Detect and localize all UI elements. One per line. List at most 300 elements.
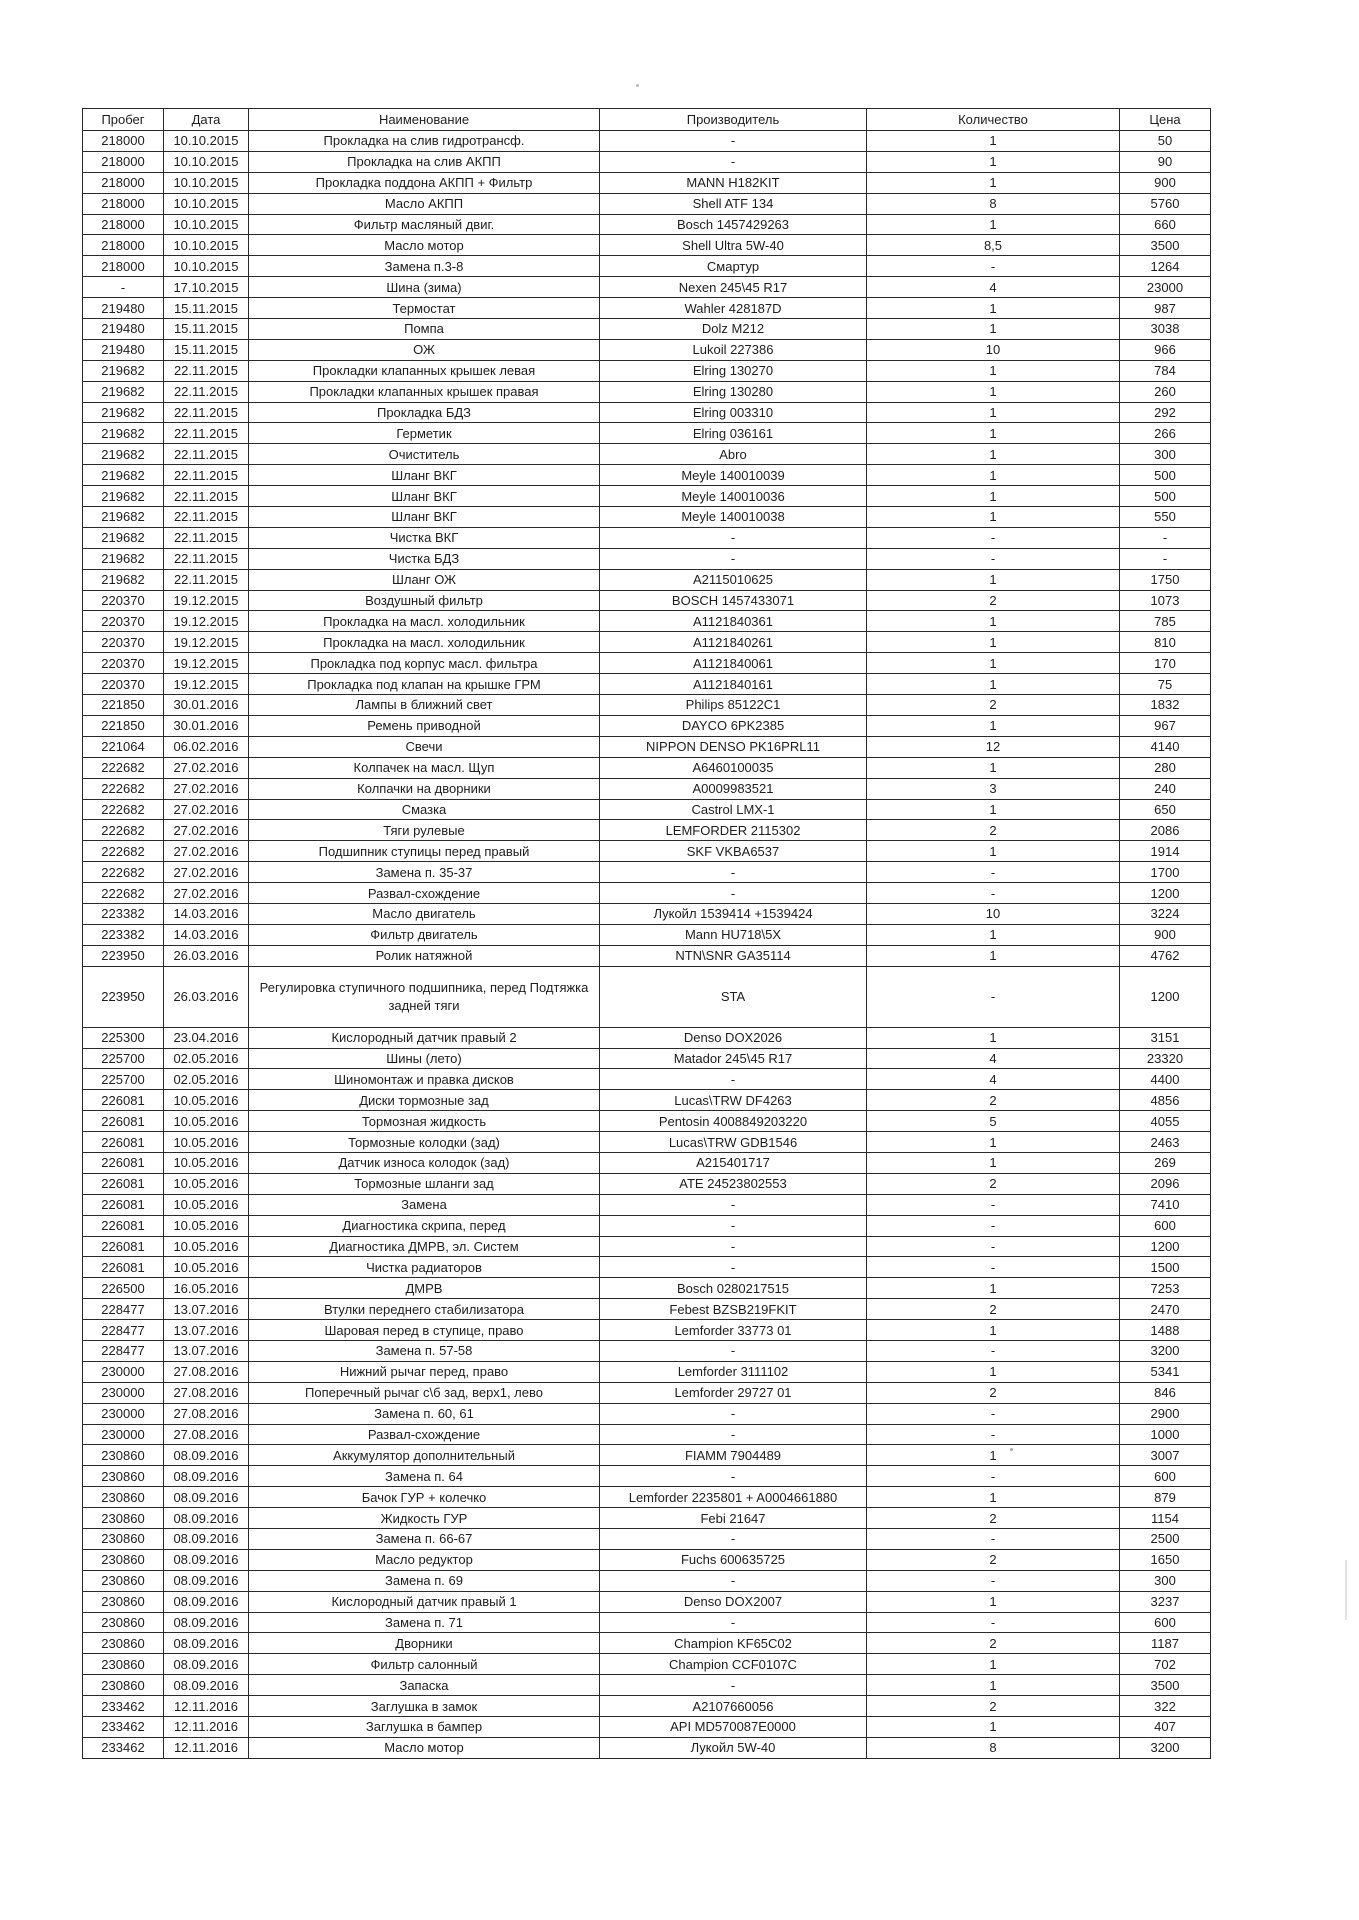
cell-date: 27.02.2016 — [164, 820, 249, 841]
cell-manufacturer: A0009983521 — [600, 778, 867, 799]
table-row — [83, 736, 1211, 757]
cell-date: 19.12.2015 — [164, 674, 249, 695]
cell-name: Масло мотор — [249, 235, 600, 256]
cell-name: Датчик износа колодок (зад) — [249, 1152, 600, 1173]
cell-mileage: 230860 — [83, 1591, 164, 1612]
cell-date: 19.12.2015 — [164, 632, 249, 653]
cell-price: 90 — [1120, 151, 1211, 172]
cell-date: 10.10.2015 — [164, 193, 249, 214]
table-row — [83, 653, 1211, 674]
cell-manufacturer: - — [600, 1612, 867, 1633]
cell-date: 15.11.2015 — [164, 319, 249, 340]
cell-quantity: 1 — [867, 465, 1120, 486]
cell-mileage: 219480 — [83, 298, 164, 319]
cell-quantity: - — [867, 1340, 1120, 1361]
cell-manufacturer: Elring 130270 — [600, 360, 867, 381]
cell-manufacturer: Смартур — [600, 256, 867, 277]
cell-mileage: 218000 — [83, 235, 164, 256]
table-row — [83, 1675, 1211, 1696]
cell-price: 23320 — [1120, 1048, 1211, 1069]
cell-date: 22.11.2015 — [164, 402, 249, 423]
cell-price: 292 — [1120, 402, 1211, 423]
cell-manufacturer: Elring 130280 — [600, 381, 867, 402]
cell-price: 3500 — [1120, 235, 1211, 256]
cell-date: 19.12.2015 — [164, 590, 249, 611]
cell-quantity: 1 — [867, 1717, 1120, 1738]
table-row — [83, 1027, 1211, 1048]
cell-date: 13.07.2016 — [164, 1340, 249, 1361]
cell-manufacturer: Champion CCF0107C — [600, 1654, 867, 1675]
cell-quantity: 1 — [867, 1278, 1120, 1299]
table-row — [83, 1111, 1211, 1132]
cell-price: 300 — [1120, 444, 1211, 465]
cell-mileage: 226081 — [83, 1152, 164, 1173]
cell-name: Развал-схождение — [249, 1424, 600, 1445]
cell-price: 1200 — [1120, 1236, 1211, 1257]
cell-manufacturer: LEMFORDER 2115302 — [600, 820, 867, 841]
cell-price: 1488 — [1120, 1320, 1211, 1341]
cell-date: 22.11.2015 — [164, 444, 249, 465]
table-row — [83, 1340, 1211, 1361]
cell-mileage: 230860 — [83, 1508, 164, 1529]
cell-price: 300 — [1120, 1570, 1211, 1591]
cell-manufacturer: Wahler 428187D — [600, 298, 867, 319]
cell-quantity: 1 — [867, 151, 1120, 172]
cell-quantity: 4 — [867, 1069, 1120, 1090]
cell-manufacturer: Dolz M212 — [600, 319, 867, 340]
cell-manufacturer: - — [600, 1069, 867, 1090]
cell-date: 06.02.2016 — [164, 736, 249, 757]
cell-mileage: 230860 — [83, 1445, 164, 1466]
table-row — [83, 1612, 1211, 1633]
cell-manufacturer: Febi 21647 — [600, 1508, 867, 1529]
table-row — [83, 1508, 1211, 1529]
cell-quantity: - — [867, 1570, 1120, 1591]
cell-quantity: 1 — [867, 1487, 1120, 1508]
cell-manufacturer: Matador 245\45 R17 — [600, 1048, 867, 1069]
cell-mileage: 221850 — [83, 715, 164, 736]
cell-mileage: 226500 — [83, 1278, 164, 1299]
cell-name: Заглушка в бампер — [249, 1717, 600, 1738]
cell-manufacturer: - — [600, 1236, 867, 1257]
cell-price: 5341 — [1120, 1361, 1211, 1382]
cell-date: 30.01.2016 — [164, 695, 249, 716]
cell-manufacturer: - — [600, 1403, 867, 1424]
cell-mileage: 230000 — [83, 1382, 164, 1403]
cell-manufacturer: Denso DOX2026 — [600, 1027, 867, 1048]
cell-price: 1000 — [1120, 1424, 1211, 1445]
table-row — [83, 799, 1211, 820]
cell-date: 27.08.2016 — [164, 1424, 249, 1445]
cell-quantity: 10 — [867, 339, 1120, 360]
cell-mileage: 230860 — [83, 1487, 164, 1508]
cell-price: 702 — [1120, 1654, 1211, 1675]
cell-quantity: 2 — [867, 1382, 1120, 1403]
cell-price: 4140 — [1120, 736, 1211, 757]
cell-name: Прокладка под клапан на крышке ГРМ — [249, 674, 600, 695]
cell-price: 240 — [1120, 778, 1211, 799]
table-row — [83, 1132, 1211, 1153]
cell-date: 10.05.2016 — [164, 1257, 249, 1278]
cell-price: 322 — [1120, 1696, 1211, 1717]
header-row — [83, 109, 1211, 131]
cell-date: 08.09.2016 — [164, 1633, 249, 1654]
table-row — [83, 1570, 1211, 1591]
cell-name: Тормозная жидкость — [249, 1111, 600, 1132]
cell-mileage: 220370 — [83, 674, 164, 695]
cell-name: Замена п. 35-37 — [249, 862, 600, 883]
cell-price: 1914 — [1120, 841, 1211, 862]
cell-date: 22.11.2015 — [164, 527, 249, 548]
table-row — [83, 883, 1211, 904]
table-row — [83, 695, 1211, 716]
table-row — [83, 1194, 1211, 1215]
cell-manufacturer: MANN H182KIT — [600, 172, 867, 193]
cell-price: 3500 — [1120, 1675, 1211, 1696]
cell-date: 10.05.2016 — [164, 1236, 249, 1257]
cell-manufacturer: - — [600, 1257, 867, 1278]
cell-name: Свечи — [249, 736, 600, 757]
cell-price: 1650 — [1120, 1549, 1211, 1570]
cell-date: 22.11.2015 — [164, 465, 249, 486]
cell-date: 10.10.2015 — [164, 131, 249, 152]
table-row — [83, 360, 1211, 381]
cell-name: Бачок ГУР + колечко — [249, 1487, 600, 1508]
cell-price: 3200 — [1120, 1737, 1211, 1758]
cell-manufacturer: FIAMM 7904489 — [600, 1445, 867, 1466]
cell-price: 75 — [1120, 674, 1211, 695]
cell-quantity: 1 — [867, 715, 1120, 736]
cell-manufacturer: Meyle 140010038 — [600, 507, 867, 528]
cell-quantity: - — [867, 548, 1120, 569]
table-row — [83, 1717, 1211, 1738]
cell-name: ОЖ — [249, 339, 600, 360]
cell-mileage: 219682 — [83, 548, 164, 569]
cell-price: 269 — [1120, 1152, 1211, 1173]
cell-manufacturer: Лукойл 1539414 +1539424 — [600, 903, 867, 924]
cell-price: - — [1120, 548, 1211, 569]
cell-date: 08.09.2016 — [164, 1675, 249, 1696]
table-row — [83, 1278, 1211, 1299]
cell-manufacturer: Denso DOX2007 — [600, 1591, 867, 1612]
cell-mileage: 219480 — [83, 339, 164, 360]
table-row — [83, 569, 1211, 590]
cell-price: 3007 — [1120, 1445, 1211, 1466]
cell-price: 650 — [1120, 799, 1211, 820]
cell-date: 27.02.2016 — [164, 778, 249, 799]
cell-price: 3237 — [1120, 1591, 1211, 1612]
cell-mileage: 226081 — [83, 1215, 164, 1236]
cell-name: Прокладка на масл. холодильник — [249, 611, 600, 632]
cell-mileage: 228477 — [83, 1340, 164, 1361]
cell-manufacturer: API MD570087E0000 — [600, 1717, 867, 1738]
cell-date: 14.03.2016 — [164, 903, 249, 924]
cell-quantity: - — [867, 1236, 1120, 1257]
cell-price: 879 — [1120, 1487, 1211, 1508]
cell-quantity: 1 — [867, 298, 1120, 319]
cell-mileage: 223382 — [83, 924, 164, 945]
cell-quantity: - — [867, 966, 1120, 1027]
header-date: Дата — [164, 109, 249, 131]
cell-name: Ремень приводной — [249, 715, 600, 736]
cell-quantity: - — [867, 862, 1120, 883]
cell-quantity: 5 — [867, 1111, 1120, 1132]
table-row — [83, 444, 1211, 465]
cell-mileage: 221850 — [83, 695, 164, 716]
cell-name: Воздушный фильтр — [249, 590, 600, 611]
cell-name: Очиститель — [249, 444, 600, 465]
cell-name: Запаска — [249, 1675, 600, 1696]
cell-manufacturer: Pentosin 4008849203220 — [600, 1111, 867, 1132]
cell-quantity: 1 — [867, 381, 1120, 402]
cell-date: 10.05.2016 — [164, 1111, 249, 1132]
cell-quantity: 2 — [867, 1696, 1120, 1717]
cell-date: 08.09.2016 — [164, 1508, 249, 1529]
cell-manufacturer: Abro — [600, 444, 867, 465]
cell-price: 7410 — [1120, 1194, 1211, 1215]
cell-price: 3200 — [1120, 1340, 1211, 1361]
cell-quantity: 1 — [867, 319, 1120, 340]
cell-quantity: 8 — [867, 1737, 1120, 1758]
cell-manufacturer: SKF VKBA6537 — [600, 841, 867, 862]
cell-mileage: 223950 — [83, 945, 164, 966]
cell-price: 785 — [1120, 611, 1211, 632]
cell-quantity: 1 — [867, 945, 1120, 966]
table-row — [83, 1591, 1211, 1612]
table-row — [83, 1257, 1211, 1278]
cell-mileage: 233462 — [83, 1717, 164, 1738]
table-row — [83, 1236, 1211, 1257]
cell-date: 10.10.2015 — [164, 214, 249, 235]
cell-date: 02.05.2016 — [164, 1069, 249, 1090]
cell-date: 23.04.2016 — [164, 1027, 249, 1048]
header-name: Наименование — [249, 109, 600, 131]
cell-price: 2086 — [1120, 820, 1211, 841]
cell-date: 10.05.2016 — [164, 1173, 249, 1194]
cell-date: 27.08.2016 — [164, 1361, 249, 1382]
cell-name: Шина (зима) — [249, 277, 600, 298]
cell-quantity: 1 — [867, 1027, 1120, 1048]
table-row — [83, 715, 1211, 736]
cell-manufacturer: Castrol LMX-1 — [600, 799, 867, 820]
cell-mileage: 230860 — [83, 1633, 164, 1654]
cell-price: 846 — [1120, 1382, 1211, 1403]
cell-quantity: 1 — [867, 674, 1120, 695]
cell-name: Прокладка на слив гидротрансф. — [249, 131, 600, 152]
cell-manufacturer: - — [600, 1215, 867, 1236]
cell-price: 7253 — [1120, 1278, 1211, 1299]
cell-manufacturer: Bosch 0280217515 — [600, 1278, 867, 1299]
cell-manufacturer: Elring 003310 — [600, 402, 867, 423]
cell-mileage: 219682 — [83, 569, 164, 590]
table-row — [83, 1173, 1211, 1194]
cell-name: Шланг ВКГ — [249, 465, 600, 486]
table-row — [83, 1633, 1211, 1654]
cell-mileage: 230860 — [83, 1529, 164, 1550]
cell-date: 26.03.2016 — [164, 945, 249, 966]
cell-price: 500 — [1120, 486, 1211, 507]
cell-quantity: 12 — [867, 736, 1120, 757]
cell-price: 2463 — [1120, 1132, 1211, 1153]
cell-manufacturer: Bosch 1457429263 — [600, 214, 867, 235]
cell-price: 23000 — [1120, 277, 1211, 298]
cell-date: 12.11.2016 — [164, 1696, 249, 1717]
cell-price: 784 — [1120, 360, 1211, 381]
cell-quantity: 2 — [867, 1090, 1120, 1111]
cell-name: Подшипник ступицы перед правый — [249, 841, 600, 862]
cell-price: 966 — [1120, 339, 1211, 360]
cell-manufacturer: - — [600, 1194, 867, 1215]
cell-date: 19.12.2015 — [164, 611, 249, 632]
table-row — [83, 590, 1211, 611]
cell-mileage: - — [83, 277, 164, 298]
table-row — [83, 1487, 1211, 1508]
table-row — [83, 1299, 1211, 1320]
cell-price: 600 — [1120, 1612, 1211, 1633]
table-row — [83, 277, 1211, 298]
cell-price: 4762 — [1120, 945, 1211, 966]
cell-manufacturer: BOSCH 1457433071 — [600, 590, 867, 611]
cell-manufacturer: Mann HU718\5X — [600, 924, 867, 945]
cell-manufacturer: Elring 036161 — [600, 423, 867, 444]
table-row — [83, 945, 1211, 966]
cell-quantity: 8,5 — [867, 235, 1120, 256]
cell-price: 5760 — [1120, 193, 1211, 214]
cell-quantity: 2 — [867, 695, 1120, 716]
cell-manufacturer: - — [600, 1424, 867, 1445]
cell-name: Диагностика ДМРВ, эл. Систем — [249, 1236, 600, 1257]
cell-price: 170 — [1120, 653, 1211, 674]
table-row — [83, 465, 1211, 486]
cell-price: 4856 — [1120, 1090, 1211, 1111]
cell-quantity: 2 — [867, 590, 1120, 611]
cell-mileage: 226081 — [83, 1090, 164, 1111]
cell-name: Диагностика скрипа, перед — [249, 1215, 600, 1236]
cell-mileage: 230860 — [83, 1466, 164, 1487]
cell-mileage: 220370 — [83, 611, 164, 632]
table-row — [83, 402, 1211, 423]
cell-quantity: 1 — [867, 214, 1120, 235]
table-row — [83, 298, 1211, 319]
table-row — [83, 1445, 1211, 1466]
cell-name: Заглушка в замок — [249, 1696, 600, 1717]
cell-manufacturer: Lucas\TRW GDB1546 — [600, 1132, 867, 1153]
cell-date: 15.11.2015 — [164, 339, 249, 360]
cell-quantity: 1 — [867, 172, 1120, 193]
cell-name: Поперечный рычаг с\б зад, верх1, лево — [249, 1382, 600, 1403]
cell-manufacturer: A215401717 — [600, 1152, 867, 1173]
cell-date: 08.09.2016 — [164, 1549, 249, 1570]
cell-quantity: - — [867, 1612, 1120, 1633]
cell-mileage: 222682 — [83, 841, 164, 862]
table-row — [83, 1466, 1211, 1487]
cell-quantity: - — [867, 527, 1120, 548]
cell-quantity: 2 — [867, 1299, 1120, 1320]
maintenance-log-table — [82, 108, 1211, 1759]
cell-name: Тормозные шланги зад — [249, 1173, 600, 1194]
cell-date: 10.10.2015 — [164, 151, 249, 172]
cell-mileage: 230000 — [83, 1403, 164, 1424]
table-row — [83, 1215, 1211, 1236]
cell-manufacturer: Meyle 140010039 — [600, 465, 867, 486]
cell-mileage: 223950 — [83, 966, 164, 1027]
cell-manufacturer: - — [600, 1675, 867, 1696]
cell-mileage: 230000 — [83, 1424, 164, 1445]
cell-name: Фильтр двигатель — [249, 924, 600, 945]
cell-manufacturer: Lucas\TRW DF4263 — [600, 1090, 867, 1111]
cell-price: 1500 — [1120, 1257, 1211, 1278]
cell-date: 27.02.2016 — [164, 841, 249, 862]
cell-date: 10.05.2016 — [164, 1090, 249, 1111]
cell-quantity: 1 — [867, 1445, 1120, 1466]
cell-mileage: 218000 — [83, 151, 164, 172]
cell-name: Диски тормозные зад — [249, 1090, 600, 1111]
table-row — [83, 1048, 1211, 1069]
cell-manufacturer: A6460100035 — [600, 757, 867, 778]
cell-name: Замена п. 71 — [249, 1612, 600, 1633]
cell-name: Смазка — [249, 799, 600, 820]
cell-manufacturer: Philips 85122C1 — [600, 695, 867, 716]
table-row — [83, 1382, 1211, 1403]
cell-name: Замена п. 60, 61 — [249, 1403, 600, 1424]
cell-price: 2900 — [1120, 1403, 1211, 1424]
cell-name: Кислородный датчик правый 2 — [249, 1027, 600, 1048]
cell-quantity: 1 — [867, 1320, 1120, 1341]
table-row — [83, 1529, 1211, 1550]
cell-date: 27.02.2016 — [164, 799, 249, 820]
cell-date: 22.11.2015 — [164, 569, 249, 590]
cell-date: 08.09.2016 — [164, 1591, 249, 1612]
header-price: Цена — [1120, 109, 1211, 131]
cell-date: 17.10.2015 — [164, 277, 249, 298]
cell-manufacturer: NTN\SNR GA35114 — [600, 945, 867, 966]
cell-mileage: 218000 — [83, 193, 164, 214]
cell-price: 260 — [1120, 381, 1211, 402]
table-row — [83, 151, 1211, 172]
cell-date: 26.03.2016 — [164, 966, 249, 1027]
cell-mileage: 219682 — [83, 444, 164, 465]
table-row — [83, 903, 1211, 924]
cell-mileage: 219682 — [83, 507, 164, 528]
cell-name: Фильтр салонный — [249, 1654, 600, 1675]
cell-price: 3151 — [1120, 1027, 1211, 1048]
table-row — [83, 1737, 1211, 1758]
cell-quantity: 1 — [867, 1654, 1120, 1675]
cell-manufacturer: ATE 24523802553 — [600, 1173, 867, 1194]
cell-name: Регулировка ступичного подшипника, перед Подтяжка задней тяги — [249, 966, 600, 1027]
cell-mileage: 219682 — [83, 486, 164, 507]
cell-date: 16.05.2016 — [164, 1278, 249, 1299]
cell-price: 550 — [1120, 507, 1211, 528]
scan-speck — [636, 84, 639, 87]
table-row — [83, 527, 1211, 548]
cell-name: Тормозные колодки (зад) — [249, 1132, 600, 1153]
cell-price: - — [1120, 527, 1211, 548]
cell-quantity: - — [867, 1403, 1120, 1424]
cell-mileage: 220370 — [83, 653, 164, 674]
table-row — [83, 757, 1211, 778]
cell-date: 14.03.2016 — [164, 924, 249, 945]
cell-date: 19.12.2015 — [164, 653, 249, 674]
cell-price: 266 — [1120, 423, 1211, 444]
table-row — [83, 1320, 1211, 1341]
cell-quantity: 1 — [867, 1675, 1120, 1696]
cell-date: 12.11.2016 — [164, 1737, 249, 1758]
cell-price: 600 — [1120, 1466, 1211, 1487]
cell-price: 1700 — [1120, 862, 1211, 883]
cell-quantity: 2 — [867, 1633, 1120, 1654]
cell-name: Чистка радиаторов — [249, 1257, 600, 1278]
